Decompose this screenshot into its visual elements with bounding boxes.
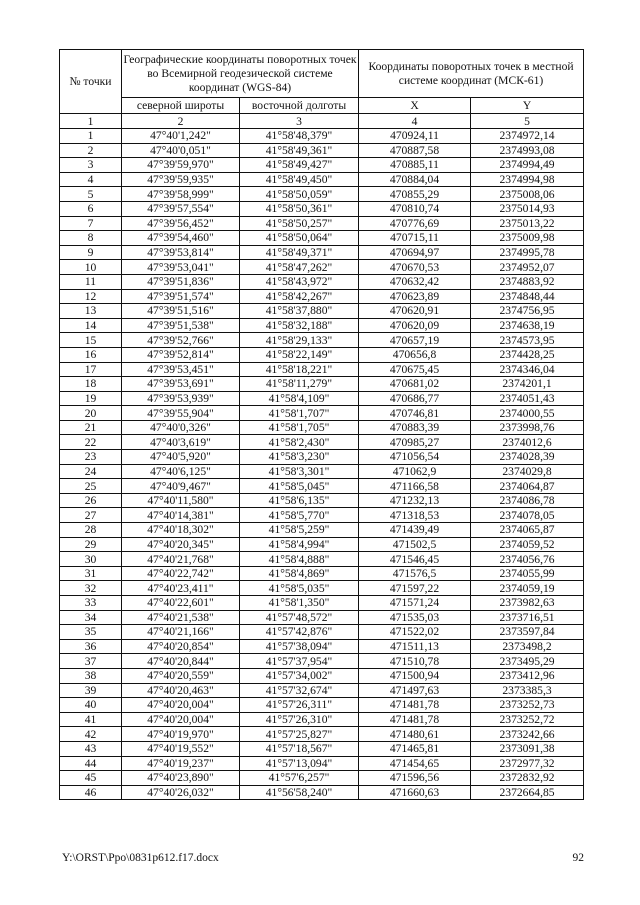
cell-y: 2373091,38 bbox=[471, 741, 584, 756]
cell-longitude: 41°58'43,972" bbox=[240, 274, 359, 289]
cell-y: 2374952,07 bbox=[471, 260, 584, 275]
column-number: 3 bbox=[240, 114, 359, 129]
cell-longitude: 41°58'49,450" bbox=[240, 172, 359, 187]
cell-y: 2373385,3 bbox=[471, 683, 584, 698]
cell-x: 470657,19 bbox=[359, 333, 471, 348]
cell-latitude: 47°39'56,452" bbox=[122, 216, 240, 231]
cell-point-number: 15 bbox=[60, 333, 122, 348]
cell-point-number: 39 bbox=[60, 683, 122, 698]
cell-x: 471232,13 bbox=[359, 493, 471, 508]
cell-point-number: 29 bbox=[60, 537, 122, 552]
cell-point-number: 33 bbox=[60, 596, 122, 611]
cell-y: 2373412,96 bbox=[471, 668, 584, 683]
cell-x: 470715,11 bbox=[359, 231, 471, 246]
cell-latitude: 47°40'19,970" bbox=[122, 727, 240, 742]
cell-latitude: 47°39'53,451" bbox=[122, 362, 240, 377]
table-row bbox=[60, 216, 584, 231]
column-number-row bbox=[60, 114, 584, 129]
cell-x: 470746,81 bbox=[359, 406, 471, 421]
cell-y: 2373716,51 bbox=[471, 610, 584, 625]
cell-latitude: 47°40'21,538" bbox=[122, 610, 240, 625]
table-row bbox=[60, 347, 584, 362]
cell-longitude: 41°58'5,045" bbox=[240, 479, 359, 494]
cell-point-number: 45 bbox=[60, 771, 122, 786]
cell-y: 2374848,44 bbox=[471, 289, 584, 304]
cell-point-number: 46 bbox=[60, 785, 122, 800]
cell-longitude: 41°57'26,311" bbox=[240, 698, 359, 713]
cell-point-number: 34 bbox=[60, 610, 122, 625]
cell-longitude: 41°58'22,149" bbox=[240, 347, 359, 362]
cell-y: 2374056,76 bbox=[471, 552, 584, 567]
cell-latitude: 47°39'53,041" bbox=[122, 260, 240, 275]
cell-y: 2373998,76 bbox=[471, 420, 584, 435]
cell-longitude: 41°58'50,257" bbox=[240, 216, 359, 231]
cell-point-number: 37 bbox=[60, 654, 122, 669]
table-row bbox=[60, 552, 584, 567]
cell-point-number: 1 bbox=[60, 129, 122, 144]
cell-x: 471056,54 bbox=[359, 450, 471, 465]
cell-point-number: 24 bbox=[60, 464, 122, 479]
cell-latitude: 47°40'20,345" bbox=[122, 537, 240, 552]
cell-x: 471481,78 bbox=[359, 712, 471, 727]
table-row bbox=[60, 362, 584, 377]
cell-longitude: 41°58'4,869" bbox=[240, 566, 359, 581]
table-row bbox=[60, 143, 584, 158]
table-row bbox=[60, 420, 584, 435]
table-row bbox=[60, 727, 584, 742]
cell-longitude: 41°58'49,371" bbox=[240, 245, 359, 260]
cell-longitude: 41°58'3,230" bbox=[240, 450, 359, 465]
header-north-latitude: северной широты bbox=[122, 98, 240, 114]
cell-longitude: 41°58'32,188" bbox=[240, 318, 359, 333]
cell-y: 2373252,72 bbox=[471, 712, 584, 727]
cell-y: 2375008,06 bbox=[471, 187, 584, 202]
cell-y: 2373597,84 bbox=[471, 625, 584, 640]
table-row bbox=[60, 566, 584, 581]
cell-y: 2374086,78 bbox=[471, 493, 584, 508]
cell-y: 2372977,32 bbox=[471, 756, 584, 771]
cell-x: 471522,02 bbox=[359, 625, 471, 640]
cell-latitude: 47°40'20,004" bbox=[122, 698, 240, 713]
cell-y: 2374029,8 bbox=[471, 464, 584, 479]
cell-y: 2374994,49 bbox=[471, 158, 584, 173]
cell-x: 471439,49 bbox=[359, 523, 471, 538]
cell-x: 471596,56 bbox=[359, 771, 471, 786]
cell-latitude: 47°39'54,460" bbox=[122, 231, 240, 246]
table-row bbox=[60, 639, 584, 654]
cell-longitude: 41°58'5,770" bbox=[240, 508, 359, 523]
cell-latitude: 47°40'20,463" bbox=[122, 683, 240, 698]
cell-x: 470656,8 bbox=[359, 347, 471, 362]
cell-y: 2372832,92 bbox=[471, 771, 584, 786]
cell-latitude: 47°40'26,032" bbox=[122, 785, 240, 800]
cell-longitude: 41°57'6,257" bbox=[240, 771, 359, 786]
cell-longitude: 41°57'34,002" bbox=[240, 668, 359, 683]
cell-y: 2374064,87 bbox=[471, 479, 584, 494]
cell-x: 471454,65 bbox=[359, 756, 471, 771]
table-row bbox=[60, 654, 584, 669]
cell-latitude: 47°40'23,411" bbox=[122, 581, 240, 596]
cell-x: 470620,91 bbox=[359, 304, 471, 319]
table-row bbox=[60, 304, 584, 319]
cell-longitude: 41°57'13,094" bbox=[240, 756, 359, 771]
cell-longitude: 41°58'18,221" bbox=[240, 362, 359, 377]
cell-point-number: 3 bbox=[60, 158, 122, 173]
cell-point-number: 4 bbox=[60, 172, 122, 187]
cell-latitude: 47°39'53,814" bbox=[122, 245, 240, 260]
page-number: 92 bbox=[572, 852, 584, 864]
cell-x: 470620,09 bbox=[359, 318, 471, 333]
table-row bbox=[60, 771, 584, 786]
cell-latitude: 47°40'5,920" bbox=[122, 450, 240, 465]
cell-x: 470776,69 bbox=[359, 216, 471, 231]
cell-point-number: 28 bbox=[60, 523, 122, 538]
cell-latitude: 47°39'52,814" bbox=[122, 347, 240, 362]
cell-longitude: 41°58'50,064" bbox=[240, 231, 359, 246]
cell-longitude: 41°58'4,109" bbox=[240, 391, 359, 406]
cell-x: 471660,63 bbox=[359, 785, 471, 800]
cell-y: 2374078,05 bbox=[471, 508, 584, 523]
table-row bbox=[60, 596, 584, 611]
table-row bbox=[60, 187, 584, 202]
header-local-coordinates: Координаты поворотных точек в местной системе координат (МСК-61) bbox=[359, 50, 584, 98]
cell-longitude: 41°56'58,240" bbox=[240, 785, 359, 800]
cell-latitude: 47°40'0,326" bbox=[122, 420, 240, 435]
table-row bbox=[60, 406, 584, 421]
cell-longitude: 41°58'1,707" bbox=[240, 406, 359, 421]
cell-latitude: 47°39'58,999" bbox=[122, 187, 240, 202]
cell-point-number: 11 bbox=[60, 274, 122, 289]
cell-point-number: 40 bbox=[60, 698, 122, 713]
cell-latitude: 47°39'55,904" bbox=[122, 406, 240, 421]
cell-point-number: 23 bbox=[60, 450, 122, 465]
cell-point-number: 41 bbox=[60, 712, 122, 727]
cell-point-number: 35 bbox=[60, 625, 122, 640]
table-row bbox=[60, 289, 584, 304]
cell-longitude: 41°58'29,133" bbox=[240, 333, 359, 348]
cell-point-number: 36 bbox=[60, 639, 122, 654]
cell-x: 471497,63 bbox=[359, 683, 471, 698]
cell-point-number: 42 bbox=[60, 727, 122, 742]
cell-y: 2373242,66 bbox=[471, 727, 584, 742]
table-row bbox=[60, 201, 584, 216]
column-number: 5 bbox=[471, 114, 584, 129]
cell-latitude: 47°40'20,844" bbox=[122, 654, 240, 669]
cell-latitude: 47°40'14,381" bbox=[122, 508, 240, 523]
cell-point-number: 16 bbox=[60, 347, 122, 362]
header-geographic-coordinates: Географические координаты поворотных точек во Всемирной геодезической системе координат (WGS-84) bbox=[122, 50, 359, 98]
cell-x: 470810,74 bbox=[359, 201, 471, 216]
table-row bbox=[60, 537, 584, 552]
cell-point-number: 8 bbox=[60, 231, 122, 246]
cell-latitude: 47°39'59,970" bbox=[122, 158, 240, 173]
cell-latitude: 47°39'59,935" bbox=[122, 172, 240, 187]
table-row bbox=[60, 318, 584, 333]
cell-latitude: 47°39'51,836" bbox=[122, 274, 240, 289]
cell-x: 470686,77 bbox=[359, 391, 471, 406]
table-row bbox=[60, 756, 584, 771]
cell-x: 470675,45 bbox=[359, 362, 471, 377]
cell-point-number: 6 bbox=[60, 201, 122, 216]
cell-point-number: 10 bbox=[60, 260, 122, 275]
cell-x: 471597,22 bbox=[359, 581, 471, 596]
footer-file-path: Y:\ORST\Ppo\0831p612.f17.docx bbox=[62, 852, 219, 864]
cell-latitude: 47°40'1,242" bbox=[122, 129, 240, 144]
cell-point-number: 19 bbox=[60, 391, 122, 406]
table-row bbox=[60, 785, 584, 800]
cell-point-number: 17 bbox=[60, 362, 122, 377]
cell-latitude: 47°40'23,890" bbox=[122, 771, 240, 786]
table-row bbox=[60, 610, 584, 625]
cell-latitude: 47°40'9,467" bbox=[122, 479, 240, 494]
table-row bbox=[60, 260, 584, 275]
cell-longitude: 41°57'48,572" bbox=[240, 610, 359, 625]
cell-longitude: 41°57'32,674" bbox=[240, 683, 359, 698]
cell-y: 2374000,55 bbox=[471, 406, 584, 421]
table-row bbox=[60, 683, 584, 698]
cell-y: 2374201,1 bbox=[471, 377, 584, 392]
cell-y: 2374051,43 bbox=[471, 391, 584, 406]
cell-longitude: 41°58'6,135" bbox=[240, 493, 359, 508]
cell-x: 471510,78 bbox=[359, 654, 471, 669]
header-east-longitude: восточной долготы bbox=[240, 98, 359, 114]
cell-latitude: 47°40'20,559" bbox=[122, 668, 240, 683]
cell-y: 2374573,95 bbox=[471, 333, 584, 348]
cell-x: 471481,78 bbox=[359, 698, 471, 713]
cell-x: 471502,5 bbox=[359, 537, 471, 552]
cell-y: 2373252,73 bbox=[471, 698, 584, 713]
cell-latitude: 47°40'21,768" bbox=[122, 552, 240, 567]
table-row bbox=[60, 245, 584, 260]
cell-latitude: 47°40'19,552" bbox=[122, 741, 240, 756]
cell-y: 2373498,2 bbox=[471, 639, 584, 654]
table-row bbox=[60, 333, 584, 348]
cell-point-number: 38 bbox=[60, 668, 122, 683]
cell-y: 2374995,78 bbox=[471, 245, 584, 260]
table-row bbox=[60, 172, 584, 187]
cell-x: 470623,89 bbox=[359, 289, 471, 304]
cell-x: 470681,02 bbox=[359, 377, 471, 392]
cell-longitude: 41°58'50,361" bbox=[240, 201, 359, 216]
cell-latitude: 47°40'18,302" bbox=[122, 523, 240, 538]
cell-x: 470670,53 bbox=[359, 260, 471, 275]
cell-longitude: 41°58'5,035" bbox=[240, 581, 359, 596]
cell-y: 2373982,63 bbox=[471, 596, 584, 611]
cell-longitude: 41°58'4,888" bbox=[240, 552, 359, 567]
cell-y: 2375009,98 bbox=[471, 231, 584, 246]
cell-latitude: 47°39'52,766" bbox=[122, 333, 240, 348]
cell-point-number: 2 bbox=[60, 143, 122, 158]
cell-point-number: 12 bbox=[60, 289, 122, 304]
cell-x: 470883,39 bbox=[359, 420, 471, 435]
cell-longitude: 41°58'49,361" bbox=[240, 143, 359, 158]
cell-longitude: 41°58'3,301" bbox=[240, 464, 359, 479]
cell-point-number: 31 bbox=[60, 566, 122, 581]
cell-latitude: 47°40'11,580" bbox=[122, 493, 240, 508]
cell-longitude: 41°58'49,427" bbox=[240, 158, 359, 173]
cell-point-number: 21 bbox=[60, 420, 122, 435]
cell-x: 470884,04 bbox=[359, 172, 471, 187]
header-x: X bbox=[359, 98, 471, 114]
cell-y: 2374994,98 bbox=[471, 172, 584, 187]
cell-y: 2375014,93 bbox=[471, 201, 584, 216]
cell-y: 2374993,08 bbox=[471, 143, 584, 158]
cell-y: 2375013,22 bbox=[471, 216, 584, 231]
cell-x: 471166,58 bbox=[359, 479, 471, 494]
cell-point-number: 18 bbox=[60, 377, 122, 392]
cell-point-number: 25 bbox=[60, 479, 122, 494]
table-row bbox=[60, 493, 584, 508]
cell-x: 470885,11 bbox=[359, 158, 471, 173]
cell-point-number: 32 bbox=[60, 581, 122, 596]
cell-x: 471062,9 bbox=[359, 464, 471, 479]
cell-longitude: 41°58'5,259" bbox=[240, 523, 359, 538]
cell-point-number: 27 bbox=[60, 508, 122, 523]
cell-latitude: 47°39'53,939" bbox=[122, 391, 240, 406]
cell-point-number: 9 bbox=[60, 245, 122, 260]
cell-longitude: 41°58'42,267" bbox=[240, 289, 359, 304]
cell-longitude: 41°57'37,954" bbox=[240, 654, 359, 669]
cell-x: 470887,58 bbox=[359, 143, 471, 158]
cell-y: 2374059,52 bbox=[471, 537, 584, 552]
cell-longitude: 41°58'2,430" bbox=[240, 435, 359, 450]
table-body bbox=[60, 129, 584, 800]
table-row bbox=[60, 668, 584, 683]
cell-latitude: 47°40'22,742" bbox=[122, 566, 240, 581]
cell-y: 2374055,99 bbox=[471, 566, 584, 581]
cell-longitude: 41°57'18,567" bbox=[240, 741, 359, 756]
cell-point-number: 30 bbox=[60, 552, 122, 567]
cell-y: 2374028,39 bbox=[471, 450, 584, 465]
cell-x: 470985,27 bbox=[359, 435, 471, 450]
cell-latitude: 47°40'6,125" bbox=[122, 464, 240, 479]
table-row bbox=[60, 435, 584, 450]
table-row bbox=[60, 391, 584, 406]
cell-longitude: 41°57'26,310" bbox=[240, 712, 359, 727]
cell-y: 2374638,19 bbox=[471, 318, 584, 333]
column-number: 1 bbox=[60, 114, 122, 129]
cell-longitude: 41°58'47,262" bbox=[240, 260, 359, 275]
cell-y: 2374012,6 bbox=[471, 435, 584, 450]
cell-x: 471318,53 bbox=[359, 508, 471, 523]
cell-y: 2374428,25 bbox=[471, 347, 584, 362]
cell-latitude: 47°40'3,619" bbox=[122, 435, 240, 450]
cell-x: 471535,03 bbox=[359, 610, 471, 625]
table-row bbox=[60, 479, 584, 494]
cell-latitude: 47°40'20,004" bbox=[122, 712, 240, 727]
cell-latitude: 47°39'51,574" bbox=[122, 289, 240, 304]
cell-longitude: 41°57'42,876" bbox=[240, 625, 359, 640]
header-point-number: № точки bbox=[60, 50, 122, 114]
cell-y: 2374883,92 bbox=[471, 274, 584, 289]
cell-x: 470924,11 bbox=[359, 129, 471, 144]
cell-point-number: 7 bbox=[60, 216, 122, 231]
cell-longitude: 41°58'1,350" bbox=[240, 596, 359, 611]
cell-longitude: 41°58'48,379" bbox=[240, 129, 359, 144]
cell-point-number: 22 bbox=[60, 435, 122, 450]
coordinates-table bbox=[59, 49, 584, 800]
table-row bbox=[60, 464, 584, 479]
cell-latitude: 47°39'57,554" bbox=[122, 201, 240, 216]
cell-longitude: 41°58'11,279" bbox=[240, 377, 359, 392]
table-row bbox=[60, 158, 584, 173]
cell-latitude: 47°40'19,237" bbox=[122, 756, 240, 771]
table-row bbox=[60, 581, 584, 596]
table-row bbox=[60, 698, 584, 713]
cell-point-number: 43 bbox=[60, 741, 122, 756]
cell-latitude: 47°40'21,166" bbox=[122, 625, 240, 640]
cell-x: 471480,61 bbox=[359, 727, 471, 742]
cell-point-number: 5 bbox=[60, 187, 122, 202]
cell-x: 471571,24 bbox=[359, 596, 471, 611]
cell-y: 2372664,85 bbox=[471, 785, 584, 800]
cell-point-number: 14 bbox=[60, 318, 122, 333]
table-row bbox=[60, 523, 584, 538]
column-number: 2 bbox=[122, 114, 240, 129]
cell-y: 2373495,29 bbox=[471, 654, 584, 669]
cell-point-number: 44 bbox=[60, 756, 122, 771]
table-row bbox=[60, 741, 584, 756]
cell-x: 470632,42 bbox=[359, 274, 471, 289]
cell-y: 2374972,14 bbox=[471, 129, 584, 144]
cell-latitude: 47°40'22,601" bbox=[122, 596, 240, 611]
cell-longitude: 41°58'50,059" bbox=[240, 187, 359, 202]
cell-y: 2374059,19 bbox=[471, 581, 584, 596]
header-y: Y bbox=[471, 98, 584, 114]
cell-x: 471465,81 bbox=[359, 741, 471, 756]
cell-y: 2374756,95 bbox=[471, 304, 584, 319]
table-row bbox=[60, 129, 584, 144]
table-row bbox=[60, 274, 584, 289]
cell-longitude: 41°57'25,827" bbox=[240, 727, 359, 742]
cell-longitude: 41°58'4,994" bbox=[240, 537, 359, 552]
table-row bbox=[60, 508, 584, 523]
cell-point-number: 13 bbox=[60, 304, 122, 319]
cell-x: 470694,97 bbox=[359, 245, 471, 260]
table-row bbox=[60, 450, 584, 465]
cell-latitude: 47°39'53,691" bbox=[122, 377, 240, 392]
cell-x: 470855,29 bbox=[359, 187, 471, 202]
cell-longitude: 41°58'1,705" bbox=[240, 420, 359, 435]
cell-point-number: 26 bbox=[60, 493, 122, 508]
cell-x: 471500,94 bbox=[359, 668, 471, 683]
table-row bbox=[60, 625, 584, 640]
column-number: 4 bbox=[359, 114, 471, 129]
cell-latitude: 47°40'20,854" bbox=[122, 639, 240, 654]
cell-longitude: 41°57'38,094" bbox=[240, 639, 359, 654]
cell-longitude: 41°58'37,880" bbox=[240, 304, 359, 319]
cell-latitude: 47°39'51,516" bbox=[122, 304, 240, 319]
cell-x: 471511,13 bbox=[359, 639, 471, 654]
cell-y: 2374346,04 bbox=[471, 362, 584, 377]
cell-x: 471546,45 bbox=[359, 552, 471, 567]
cell-latitude: 47°40'0,051" bbox=[122, 143, 240, 158]
cell-x: 471576,5 bbox=[359, 566, 471, 581]
table-row bbox=[60, 231, 584, 246]
table-row bbox=[60, 377, 584, 392]
table-row bbox=[60, 712, 584, 727]
cell-y: 2374065,87 bbox=[471, 523, 584, 538]
cell-latitude: 47°39'51,538" bbox=[122, 318, 240, 333]
cell-point-number: 20 bbox=[60, 406, 122, 421]
